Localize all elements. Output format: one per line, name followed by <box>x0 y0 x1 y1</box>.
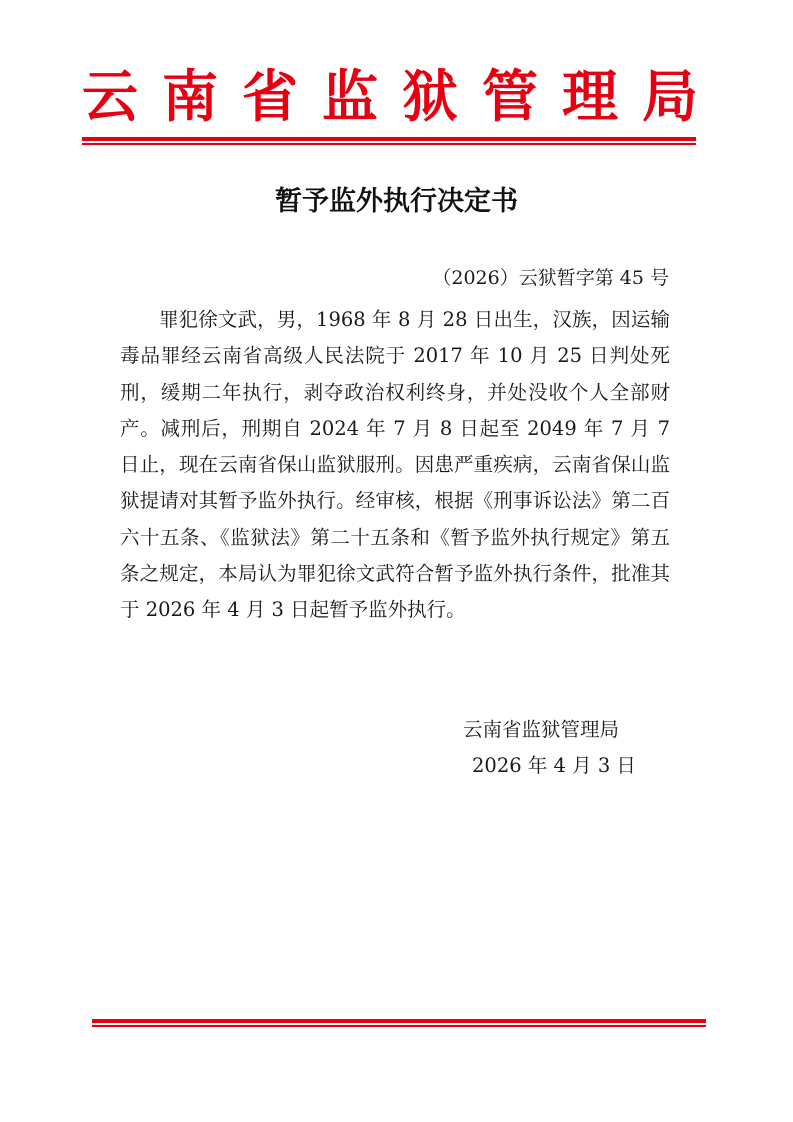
letterhead-char: 狱 <box>402 65 458 130</box>
divider-thin-line <box>82 143 696 145</box>
letterhead-char: 管 <box>482 65 538 130</box>
letterhead-char: 云 <box>82 65 138 130</box>
signature-organization: 云南省监狱管理局 <box>463 718 620 741</box>
footer-divider <box>92 1019 706 1027</box>
document-title: 暂予监外执行决定书 <box>275 186 518 217</box>
signature-date: 2026 年 4 月 3 日 <box>472 754 636 777</box>
divider-thin-line <box>92 1025 706 1027</box>
letterhead-char: 南 <box>162 65 218 130</box>
letterhead-char: 省 <box>242 65 298 130</box>
letterhead-divider <box>82 137 696 145</box>
letterhead-title <box>82 62 698 134</box>
letterhead-char: 理 <box>562 65 618 130</box>
document-number: （2026）云狱暂字第 45 号 <box>432 267 669 289</box>
document-body: 罪犯徐文武，男，1968 年 8 月 28 日出生，汉族，因运输毒品罪经云南省高级人民法院于 2017 年 10 月 25 日判处死刑，缓期二年执行，剥夺政治权利终身，并处没收个人全部财产。减刑后，刑期自 2024 年 7 月 8 日起至 2049 年 7 月 7 日止，现在云南省保山监狱服刑。因患严重疾病，云南省保山监狱提请对其暂予监外执行。经审核，根据《刑事诉讼法》第二百六十五条、《监狱法》第二十五条和《暂予监外执行规定》第五条之规定，本局认为罪犯徐文武符合暂予监外执行条件，批准其于 2026 年 4 月 3 日起暂予监外执行。 <box>120 308 670 622</box>
letterhead-char: 监 <box>322 65 378 130</box>
letterhead-char: 局 <box>642 65 698 130</box>
